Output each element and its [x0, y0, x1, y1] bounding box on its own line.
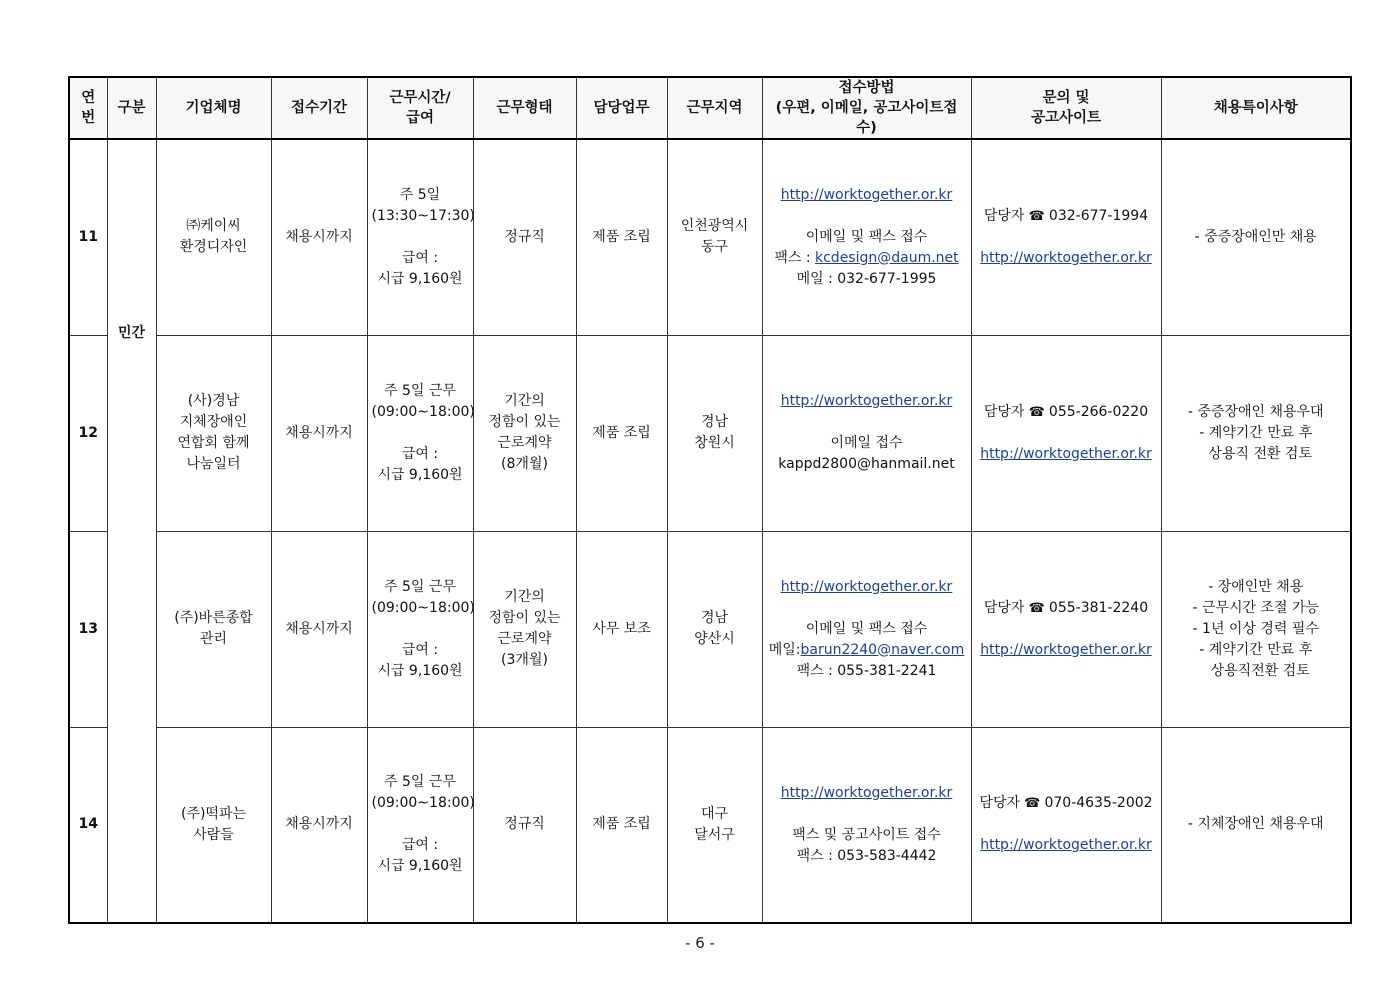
- employment-type-line: 정함이 있는: [488, 610, 561, 626]
- contact-phone-line: [976, 598, 1157, 619]
- note-line: - 계약기간 만료 후: [1199, 424, 1313, 441]
- contact-phone: 070-4635-2002: [1044, 795, 1153, 812]
- employment-type-line: 기간의: [504, 589, 545, 605]
- method-link[interactable]: http://worktogether.or.kr: [780, 578, 953, 595]
- contact-link[interactable]: http://worktogether.or.kr: [980, 249, 1152, 266]
- method-detail: kappd2800@hanmail.net: [778, 456, 955, 472]
- note-line: 상용직 전환 검토: [1199, 445, 1312, 462]
- method-link[interactable]: http://worktogether.or.kr: [780, 186, 953, 203]
- header-contact: 문의 및 공고사이트: [971, 77, 1161, 139]
- note-line: - 계약기간 만료 후: [1199, 641, 1313, 658]
- company-line: 환경디자인: [179, 239, 248, 256]
- duty: 제품 조립: [576, 139, 667, 335]
- duty: 제품 조립: [576, 335, 667, 531]
- method-detail-2: 메일 : 032-677-1995: [796, 270, 937, 287]
- note-line: - 지체장애인 채용우대: [1187, 816, 1324, 833]
- row-number: 11: [69, 139, 107, 335]
- region-line: 양산시: [694, 631, 735, 647]
- work-days: 주 5일 근무: [384, 578, 456, 595]
- contact-label: 담당자: [983, 207, 1025, 224]
- contact-info: [971, 139, 1161, 335]
- region-line: 대구: [700, 805, 729, 822]
- header-notes: 채용특이사항: [1161, 77, 1351, 139]
- contact-phone-line: [976, 206, 1157, 227]
- employment-type: [473, 139, 576, 335]
- application-period: 채용시까지: [271, 531, 367, 727]
- note-line: 상용직전환 검토: [1201, 662, 1310, 679]
- hours-pay: [367, 335, 473, 531]
- region-line: 동구: [700, 239, 729, 256]
- contact-link[interactable]: http://worktogether.or.kr: [980, 837, 1152, 854]
- application-period: 채용시까지: [271, 139, 367, 335]
- pay-label: 급여 :: [401, 641, 439, 658]
- contact-label: 담당자: [979, 795, 1020, 812]
- contact-phone: 055-381-2240: [1048, 599, 1149, 616]
- contact-phone-line: [976, 402, 1157, 423]
- work-time: (09:00~18:00): [371, 795, 475, 812]
- email-link[interactable]: kcdesign@daum.net: [815, 249, 959, 266]
- contact-phone: 055-266-0220: [1048, 403, 1149, 420]
- work-days: 주 5일 근무: [384, 382, 456, 399]
- duty: 사무 보조: [576, 531, 667, 727]
- region-line: 경남: [700, 414, 729, 430]
- contact-info: [971, 531, 1161, 727]
- application-method: [762, 139, 971, 335]
- hiring-notes: [1161, 139, 1351, 335]
- company-line: (주)떡파는: [180, 805, 247, 822]
- email-link[interactable]: barun2240@naver.com: [800, 641, 965, 658]
- application-method: [762, 531, 971, 727]
- application-method: [762, 335, 971, 531]
- work-time: (09:00~18:00): [371, 403, 475, 420]
- hiring-notes: [1161, 727, 1351, 923]
- header-company: 기업체명: [156, 77, 271, 139]
- header-type: 근무형태: [473, 77, 576, 139]
- work-days: 주 5일 근무: [384, 774, 456, 791]
- pay-label: 급여 :: [401, 445, 439, 462]
- company-name: [156, 139, 271, 335]
- employment-type-line: 근로계약: [497, 435, 552, 451]
- table-row: [69, 727, 1351, 923]
- phone-icon: ☎: [1024, 208, 1049, 224]
- page-number: - 6 -: [685, 934, 715, 952]
- application-method: [762, 727, 971, 923]
- company-line: 연합회 함께: [177, 435, 250, 451]
- method-detail-label: 메일:: [768, 641, 801, 658]
- note-line: - 1년 이상 경력 필수: [1192, 620, 1319, 637]
- work-region: [667, 139, 762, 335]
- category-cell: [107, 139, 156, 923]
- employment-type-line: 근로계약: [497, 631, 552, 647]
- company-line: 관리: [199, 631, 228, 647]
- contact-link[interactable]: http://worktogether.or.kr: [980, 445, 1152, 462]
- method-description: 이메일 및 팩스 접수: [805, 620, 928, 637]
- company-name: [156, 727, 271, 923]
- note-line: - 근무시간 조절 가능: [1192, 599, 1320, 616]
- header-method: 접수방법 (우편, 이메일, 공고사이트접수): [762, 77, 971, 139]
- table-row: [69, 139, 1351, 335]
- method-link[interactable]: http://worktogether.or.kr: [780, 393, 953, 409]
- phone-icon: ☎: [1020, 796, 1045, 812]
- table-row: [69, 531, 1351, 727]
- pay-value: 시급 9,160원: [377, 662, 463, 679]
- region-line: 경남: [700, 610, 729, 626]
- employment-type-line: 정규직: [504, 228, 545, 245]
- hiring-notes: [1161, 335, 1351, 531]
- note-line: - 중증장애인만 채용: [1194, 228, 1317, 245]
- row-number: 14: [69, 727, 107, 923]
- region-line: 창원시: [694, 435, 735, 451]
- employment-type: [473, 335, 576, 531]
- employment-type-line: 정규직: [504, 816, 545, 833]
- header-hours: 근무시간/ 급여: [367, 77, 473, 139]
- company-line: 나눔일터: [186, 456, 241, 472]
- work-region: [667, 727, 762, 923]
- header-region: 근무지역: [667, 77, 762, 139]
- header-duty: 담당업무: [576, 77, 667, 139]
- work-region: [667, 335, 762, 531]
- contact-phone: 032-677-1994: [1048, 207, 1149, 224]
- application-period: 채용시까지: [271, 335, 367, 531]
- note-line: - 중증장애인 채용우대: [1187, 403, 1324, 420]
- contact-phone-line: [976, 793, 1157, 814]
- company-line: (주)바른종합: [174, 610, 253, 626]
- pay-value: 시급 9,160원: [377, 858, 463, 875]
- company-line: 사람들: [193, 826, 234, 843]
- header-no: 연 번: [69, 77, 107, 139]
- category-label: 민간: [117, 324, 146, 341]
- company-line: ㈜케이씨: [186, 218, 241, 235]
- method-description: 이메일 접수: [830, 435, 903, 451]
- header-category: 구분: [107, 77, 156, 139]
- employment-type: [473, 531, 576, 727]
- company-line: 지체장애인: [179, 414, 248, 430]
- note-line: - 장애인만 채용: [1208, 578, 1304, 595]
- contact-info: [971, 335, 1161, 531]
- row-number: 12: [69, 335, 107, 531]
- hours-pay: [367, 139, 473, 335]
- method-detail: 팩스 : 053-583-4442: [796, 847, 937, 864]
- company-name: [156, 335, 271, 531]
- region-line: 인천광역시: [680, 218, 749, 235]
- work-time: (13:30~17:30): [371, 207, 475, 224]
- row-number: 13: [69, 531, 107, 727]
- method-detail: [767, 248, 967, 269]
- company-line: (사)경남: [187, 393, 240, 409]
- work-days: 주 5일: [399, 186, 441, 203]
- contact-label: 담당자: [983, 403, 1025, 420]
- method-detail: [767, 640, 967, 661]
- company-name: [156, 531, 271, 727]
- contact-label: 담당자: [983, 599, 1025, 616]
- hours-pay: [367, 531, 473, 727]
- contact-link[interactable]: http://worktogether.or.kr: [980, 641, 1152, 658]
- pay-value: 시급 9,160원: [377, 270, 463, 287]
- pay-label: 급여 :: [401, 249, 439, 266]
- hiring-notes: [1161, 531, 1351, 727]
- method-description: 이메일 및 팩스 접수: [805, 228, 928, 245]
- contact-info: [971, 727, 1161, 923]
- phone-icon: ☎: [1024, 404, 1049, 420]
- pay-value: 시급 9,160원: [377, 466, 463, 483]
- method-detail-label: 팩스 :: [774, 249, 815, 266]
- employment-type-line: 기간의: [504, 393, 545, 409]
- table-row: [69, 335, 1351, 531]
- method-detail-2: 팩스 : 055-381-2241: [796, 662, 937, 679]
- method-link[interactable]: http://worktogether.or.kr: [780, 784, 953, 801]
- employment-type-line: 정함이 있는: [488, 414, 561, 430]
- duty: 제품 조립: [576, 727, 667, 923]
- employment-type-line: (3개월): [501, 652, 548, 668]
- work-time: (09:00~18:00): [371, 599, 475, 616]
- header-row: [69, 77, 1351, 139]
- job-listing-table: [68, 76, 1352, 924]
- method-description: 팩스 및 공고사이트 접수: [792, 826, 941, 843]
- header-period: 접수기간: [271, 77, 367, 139]
- employment-type: [473, 727, 576, 923]
- hours-pay: [367, 727, 473, 923]
- region-line: 달서구: [694, 826, 735, 843]
- work-region: [667, 531, 762, 727]
- employment-type-line: (8개월): [501, 456, 548, 472]
- phone-icon: ☎: [1024, 600, 1049, 616]
- application-period: 채용시까지: [271, 727, 367, 923]
- pay-label: 급여 :: [401, 837, 439, 854]
